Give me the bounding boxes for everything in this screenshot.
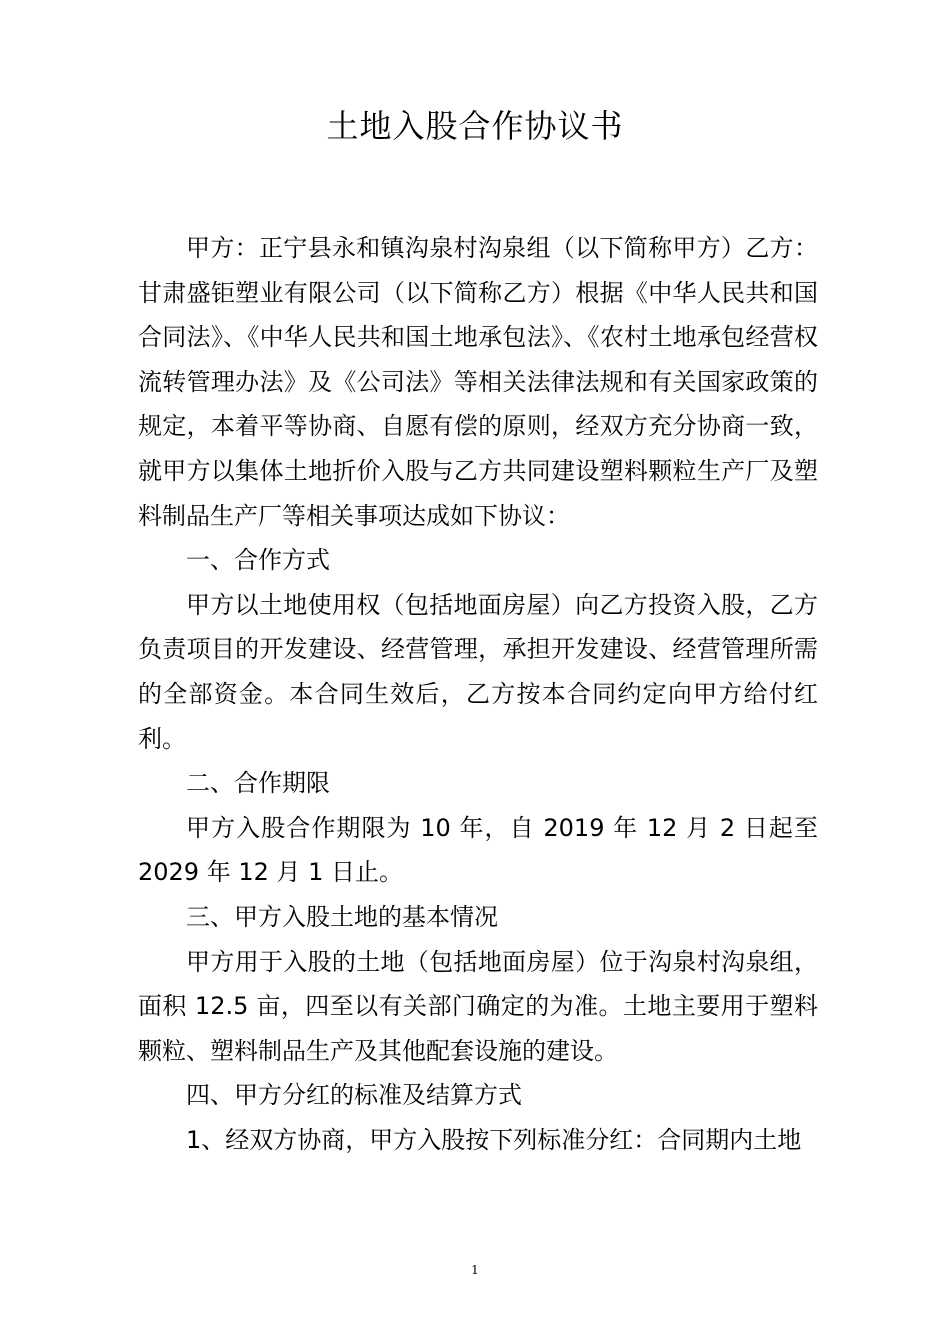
page-number: 1	[471, 1263, 479, 1277]
section-heading-2: 二、合作期限	[186, 769, 330, 798]
section-1-paragraph: 甲方以土地使用权（包括地面房屋）向乙方投资入股，乙方负责项目的开发建设、经营管理，承担开发建设、经营管理所需的全部资金。本合同生效后，乙方按本合同约定向甲方给付红利。	[138, 590, 818, 753]
section-4-paragraph-1: 1、经双方协商，甲方入股按下列标准分红：合同期内土地	[186, 1125, 802, 1154]
intro-paragraph: 甲方：正宁县永和镇沟泉村沟泉组（以下简称甲方）乙方：甘肃盛钜塑业有限公司（以下简称乙方）根据《中华人民共和国合同法》、《中华人民共和国土地承包法》、《农村土地承包经营权流转管理办法》及《公司法》等相关法律法规和有关国家政策的规定，本着平等协商、自愿有偿的原则，经双方充分协商一致，就甲方以集体土地折价入股与乙方共同建设塑料颗粒生产厂及塑料制品生产厂等相关事项达成如下协议：	[138, 234, 818, 530]
document-title: 土地入股合作协议书	[326, 107, 624, 145]
section-3-paragraph: 甲方用于入股的土地（包括地面房屋）位于沟泉村沟泉组，面积 12.5 亩，四至以有关部门确定的为准。土地主要用于塑料颗粒、塑料制品生产及其他配套设施的建设。	[138, 947, 818, 1065]
section-2-paragraph: 甲方入股合作期限为 10 年，自 2019 年 12 月 2 日起至 2029 年 12 月 1 日止。	[138, 813, 818, 887]
section-heading-3: 三、甲方入股土地的基本情况	[186, 902, 498, 931]
section-heading-1: 一、合作方式	[186, 546, 330, 575]
document-body	[138, 226, 818, 1162]
section-heading-4: 四、甲方分红的标准及结算方式	[186, 1081, 522, 1110]
